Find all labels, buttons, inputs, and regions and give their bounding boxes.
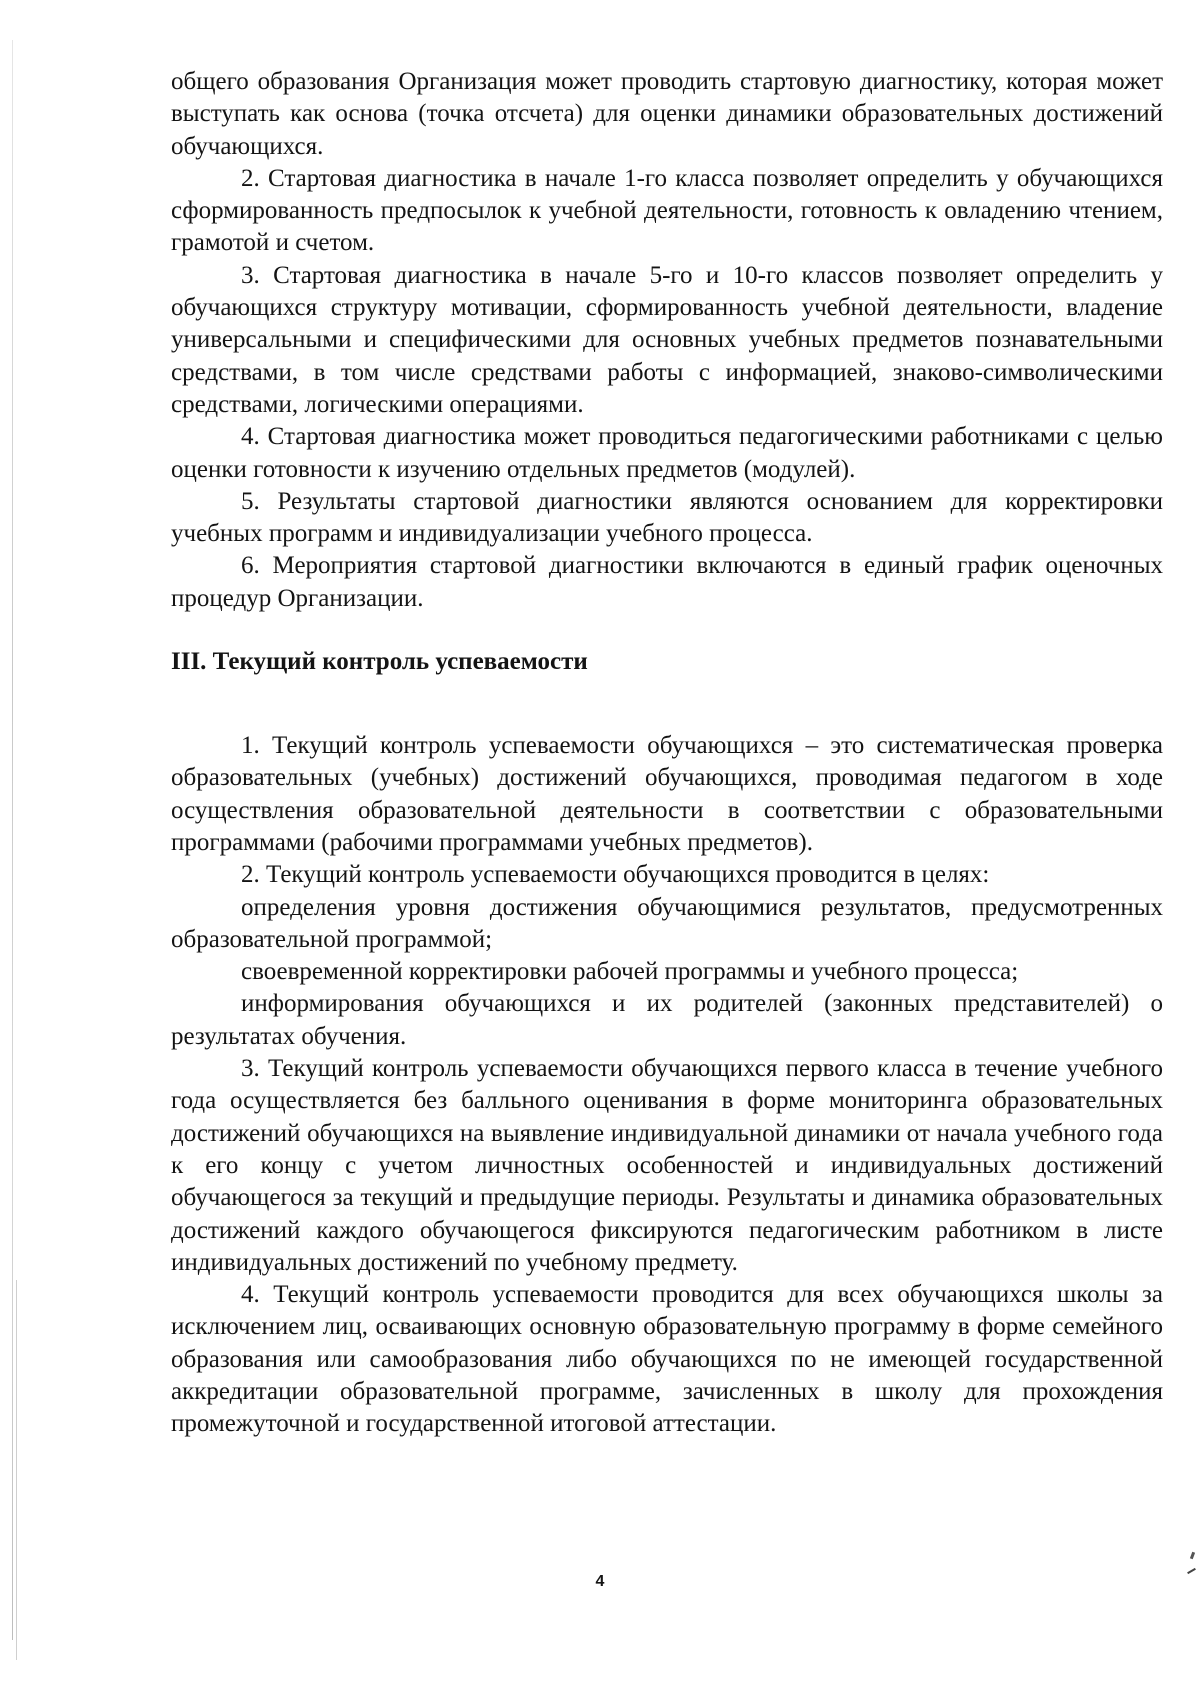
page-number: 4	[595, 1573, 605, 1590]
section-paragraph-4: 4. Текущий контроль успеваемости проводится для всех обучающихся школы за исключением лиц, осваивающих основную образовательную программу в форме семейного образования или самообразования либо обучающихся по не имеющей государственной аккредитации образовательной программе, зачисленных в школу для прохождения промежуточной и государственной итоговой аттестации.	[171, 1281, 1163, 1438]
paragraph-item-4: 4. Стартовая диагностика может проводиться педагогическими работниками с целью оценки готовности к изучению отдельных предметов (модулей).	[171, 423, 1163, 483]
section-paragraph-2: 2. Текущий контроль успеваемости обучающихся проводится в целях:	[241, 861, 990, 889]
paragraph-item-2: 2. Стартовая диагностика в начале 1-го класса позволяет определить у обучающихся сформированность предпосылок к учебной деятельности, готовность к овладению чтением, грамотой и счетом.	[171, 164, 1163, 257]
paragraph-item-3: 3. Стартовая диагностика в начале 5-го и 10-го классов позволяет определить у обучающихся структуру мотивации, сформированность учебной деятельности, владение универсальными и специфическими для основных учебных предметов познавательными средствами, в том числе средствами работы с информацией, знаково-символическими средствами, логическими операциями.	[171, 261, 1163, 418]
goal-item-3: информирования обучающихся и их родителей (законных представителей) о результатах обучения.	[171, 990, 1163, 1050]
section-paragraph-1: 1. Текущий контроль успеваемости обучающихся – это систематическая проверка образовательных (учебных) достижений обучающихся, проводимая педагогом в ходе осуществления образовательной деятельности в соответствии с образовательными программами (рабочими программами учебных предметов).	[171, 732, 1163, 856]
paragraph-continuation: общего образования Организация может проводить стартовую диагностику, которая может выступать как основа (точка отсчета) для оценки динамики образовательных достижений обучающихся.	[171, 68, 1163, 160]
scan-mark	[1190, 1552, 1195, 1560]
paragraph-item-6: 6. Мероприятия стартовой диагностики включаются в единый график оценочных процедур Организации.	[171, 552, 1163, 612]
section-paragraph-3: 3. Текущий контроль успеваемости обучающихся первого класса в течение учебного года осуществляется без балльного оценивания в форме мониторинга образовательных достижений обучающихся на выявление индивидуальной динамики от начала учебного года к его концу с учетом личностных особенностей и индивидуальных достижений обучающегося за текущий и предыдущие периоды. Результаты и динамика образовательных достижений каждого обучающегося фиксируются педагогическим работником в листе индивидуальных достижений по учебному предмету.	[171, 1055, 1163, 1276]
document-page	[171, 66, 1163, 1441]
goal-item-1: определения уровня достижения обучающимися результатов, предусмотренных образовательной программой;	[171, 893, 1163, 953]
goal-item-2: своевременной корректировки рабочей программы и учебного процесса;	[241, 958, 1019, 986]
paragraph-item-5: 5. Результаты стартовой диагностики являются основанием для корректировки учебных программ и индивидуализации учебного процесса.	[171, 487, 1163, 548]
section-heading: III. Текущий контроль успеваемости	[171, 648, 588, 676]
scan-edge-line	[12, 40, 13, 1640]
scan-edge-line	[16, 1280, 17, 1660]
